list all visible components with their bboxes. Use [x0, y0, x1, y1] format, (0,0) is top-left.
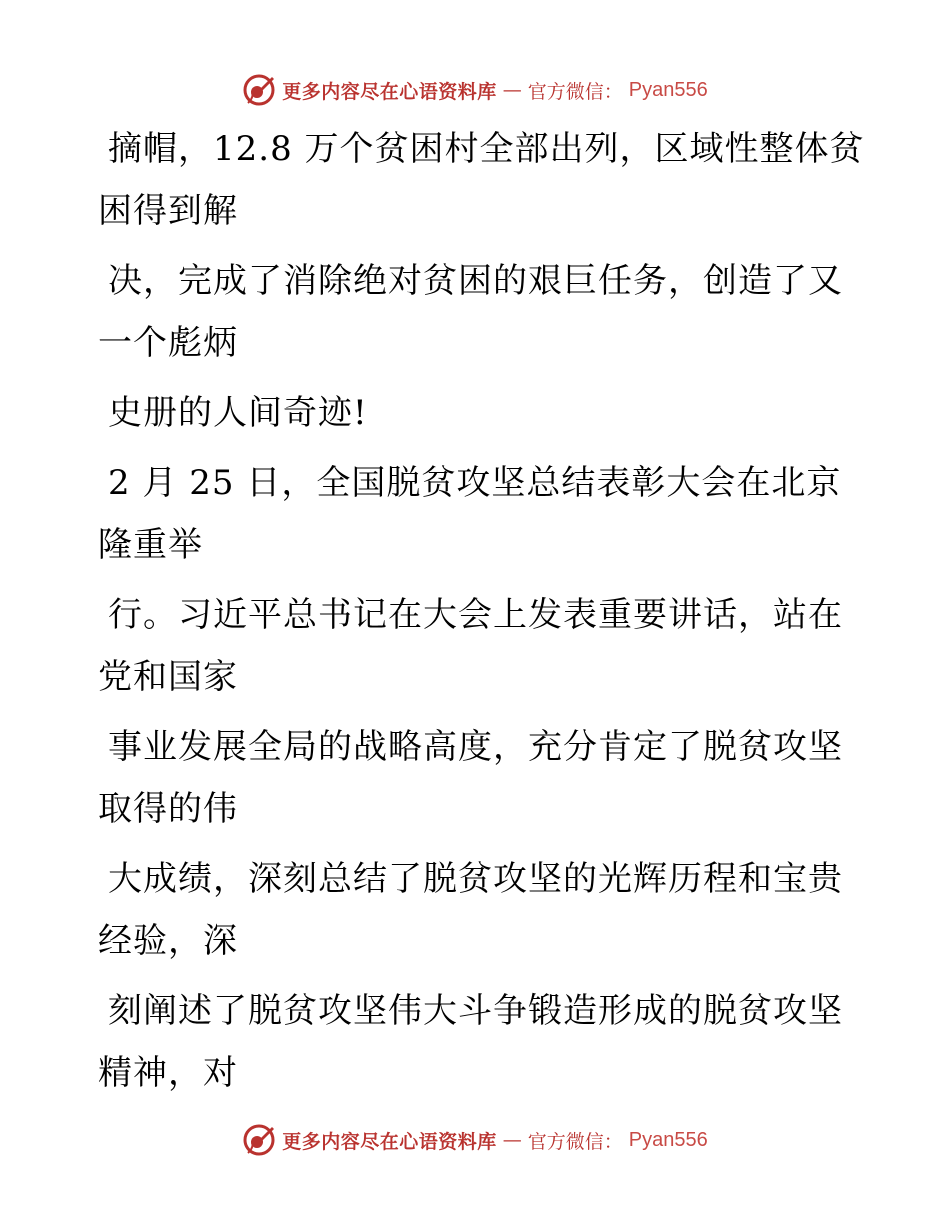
paragraph: [98, 452, 842, 576]
paragraph-line: 史册的人间奇迹!: [108, 393, 368, 433]
paragraph-line: 事业发展全局的战略高度，充分肯定了脱贫攻坚: [108, 727, 843, 767]
header-wechat-id: Pyan556: [628, 78, 708, 101]
header-brand-text: 更多内容尽在心语资料库: [282, 80, 497, 103]
paragraph-line: 行。习近平总书记在大会上发表重要讲话，站在: [108, 595, 843, 635]
paragraph-line: 决，完成了消除绝对贫困的艰巨任务，创造了又: [108, 261, 843, 301]
footer-separator: —: [502, 1129, 522, 1151]
pen-logo-icon: [242, 73, 276, 107]
paragraph-line: 取得的伟: [98, 789, 238, 829]
paragraph-line: 精神，对: [98, 1053, 238, 1093]
paragraph-line: 大成绩，深刻总结了脱贫攻坚的光辉历程和宝贵: [108, 859, 843, 899]
footer-wechat-label: 官方微信：: [527, 1130, 623, 1153]
document-body: [98, 118, 865, 1104]
paragraph: [98, 980, 843, 1104]
paragraph: [98, 716, 843, 840]
paragraph: [98, 118, 865, 242]
paragraph-line: 困得到解: [98, 191, 238, 231]
pen-logo-icon: [242, 1123, 276, 1157]
paragraph-line: 隆重举: [98, 525, 203, 565]
paragraph-line: 刻阐述了脱贫攻坚伟大斗争锻造形成的脱贫攻坚: [108, 991, 843, 1031]
paragraph: [98, 848, 843, 972]
footer-banner: [0, 1118, 950, 1162]
footer-wechat-id: Pyan556: [628, 1128, 708, 1151]
paragraph-line: 党和国家: [98, 657, 238, 697]
header-banner: [0, 68, 950, 112]
paragraph: [98, 382, 838, 444]
paragraph: [98, 584, 843, 708]
paragraph-line: 2 月 25 日，全国脱贫攻坚总结表彰大会在北京: [108, 463, 842, 503]
footer-brand-text: 更多内容尽在心语资料库: [282, 1130, 497, 1153]
paragraph: [98, 250, 843, 374]
paragraph-line: 经验，深: [98, 921, 238, 961]
paragraph-line: 摘帽，12.8 万个贫困村全部出列，区域性整体贫: [108, 129, 865, 169]
paragraph-line: 一个彪炳: [98, 323, 238, 363]
header-wechat-label: 官方微信：: [527, 80, 623, 103]
header-separator: —: [502, 79, 522, 101]
